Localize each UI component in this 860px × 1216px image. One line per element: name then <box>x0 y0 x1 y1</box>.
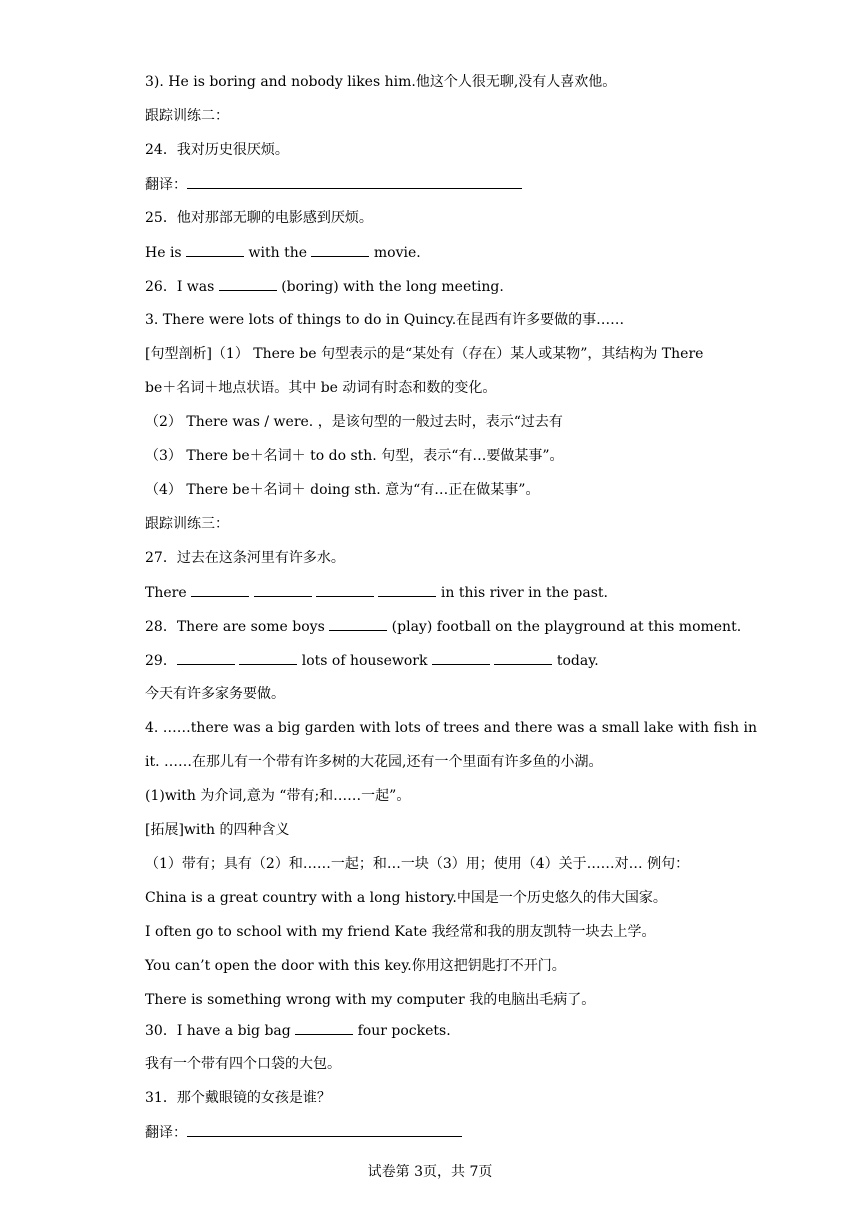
answer-blank[interactable] <box>311 242 369 257</box>
analysis-4: （4） There be＋名词＋ doing sth. 意为“有…正在做某事”。 <box>145 482 540 498</box>
answer-blank[interactable] <box>219 276 277 291</box>
analysis-1-cont: be＋名词＋地点状语。其中 be 动词有时态和数的变化。 <box>145 380 497 396</box>
answer-blank[interactable] <box>494 650 552 665</box>
answer-blank[interactable] <box>191 582 249 597</box>
analysis-1: [句型剖析]（1） There be 句型表示的是“某处有（存在）某人或某物”，其结构为 There <box>145 346 704 362</box>
answer-blank[interactable] <box>187 174 522 189</box>
answer-blank[interactable] <box>187 1122 462 1137</box>
analysis-3: （3） There be＋名词＋ to do sth. 句型，表示“有…要做某事”。 <box>145 448 564 464</box>
answer-blank[interactable] <box>295 1020 353 1035</box>
question-28: 28．There are some boys (play) football on the playground at this moment. <box>145 616 741 637</box>
example-sentence-with-cont: it. ……在那儿有一个带有许多树的大花园,还有一个里面有许多鱼的小湖。 <box>145 754 603 770</box>
with-example-2: I often go to school with my friend Kate 我经常和我的朋友凯特一块去上学。 <box>145 924 656 940</box>
answer-blank[interactable] <box>177 650 235 665</box>
example-sentence-3: 3). He is boring and nobody likes him.他这个人很无聊,没有人喜欢他。 <box>145 74 617 90</box>
question-29-translation: 今天有许多家务要做。 <box>145 686 285 702</box>
with-example-4: There is something wrong with my computer 我的电脑出毛病了。 <box>145 992 596 1008</box>
question-25-sentence: He is with the movie. <box>145 242 421 263</box>
question-31: 31．那个戴眼镜的女孩是谁？ <box>145 1090 331 1106</box>
practice-heading-2: 跟踪训练二： <box>145 108 229 124</box>
question-24: 24．我对历史很厌烦。 <box>145 142 289 158</box>
question-30: 30．I have a big bag four pockets. <box>145 1020 451 1041</box>
question-25: 25．他对那部无聊的电影感到厌烦。 <box>145 210 373 226</box>
answer-blank[interactable] <box>316 582 374 597</box>
extension-heading: [拓展]with 的四种含义 <box>145 822 290 838</box>
example-sentence-with: 4. ……there was a big garden with lots of trees and there was a small lake with fish in <box>145 720 757 736</box>
page-footer: 试卷第 3页，共 7页 <box>367 1164 493 1180</box>
answer-blank[interactable] <box>432 650 490 665</box>
question-31-answer: 翻译： <box>145 1122 462 1143</box>
with-meanings: （1）带有；具有（2）和……一起；和…一块（3）用；使用（4）关于……对… 例句： <box>145 856 690 872</box>
answer-blank[interactable] <box>378 582 436 597</box>
with-example-1: China is a great country with a long history.中国是一个历史悠久的伟大国家。 <box>145 890 667 906</box>
with-definition: (1)with 为介词,意为 “带有;和……一起”。 <box>145 788 411 804</box>
analysis-2: （2） There was / were. ，是该句型的一般过去时，表示“过去有 <box>145 414 563 430</box>
question-27-sentence: There in this river in the past. <box>145 582 608 603</box>
question-26: 26．I was (boring) with the long meeting. <box>145 276 504 297</box>
answer-blank[interactable] <box>239 650 297 665</box>
example-sentence-there-be: 3. There were lots of things to do in Quincy.在昆西有许多要做的事…… <box>145 312 625 328</box>
question-24-answer: 翻译： <box>145 174 522 195</box>
question-29: 29． lots of housework today. <box>145 650 599 671</box>
question-27: 27．过去在这条河里有许多水。 <box>145 550 345 566</box>
answer-blank[interactable] <box>329 616 387 631</box>
question-30-translation: 我有一个带有四个口袋的大包。 <box>145 1056 341 1072</box>
practice-heading-3: 跟踪训练三： <box>145 516 229 532</box>
with-example-3: You can’t open the door with this key.你用这把钥匙打不开门。 <box>145 958 566 974</box>
answer-blank[interactable] <box>186 242 244 257</box>
answer-blank[interactable] <box>254 582 312 597</box>
